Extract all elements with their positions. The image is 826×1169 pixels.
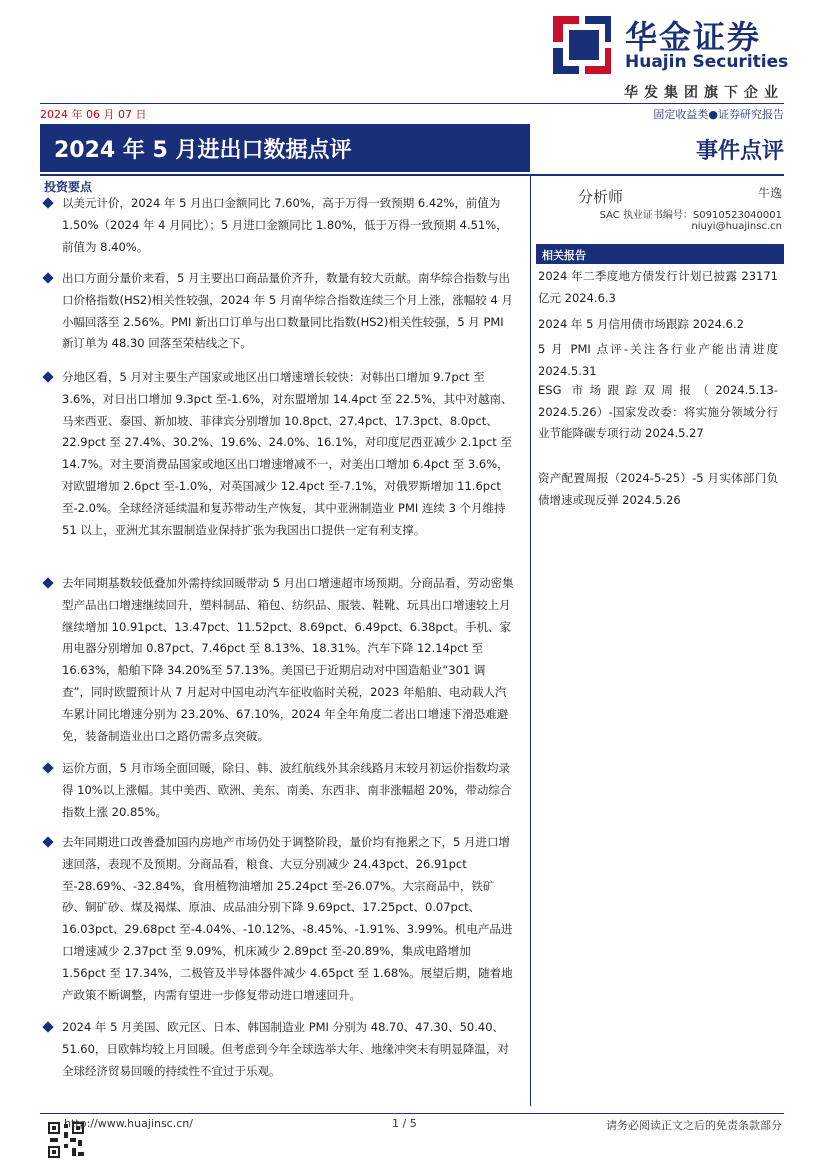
bullet-item: 分地区看，5 月对主要生产国家或地区出口增速增长较快：对韩出口增加 9.7pct 至 3.6%，对日出口增加 9.3pct 至-1.6%，对东盟增加 14.4pct 至 22.5%，其中对越南、马来西亚、泰国、新加坡、菲律宾分别增加 10.8pct、27.4pct、17.3pct、8.0pct、22.9pct 至 27.4%、30.2%、19.6%、24.0%、16.1%，对印度尼西亚减少 2.1pct 至 14.7%。对主要消费品国家或地区出口增速增减不一，对美出口增加 6.4pct 至 3.6%，对欧盟增加 2.6pct 至-1.0%，对英国减少 12.4pct 至-7.1%，对俄罗斯增加 11.6pct 至-2.0%。全球经济延续温和复苏带动生产恢复，其中亚洲制造业 PMI 连续 3 个月维持 51 以上，亚洲尤其东盟制造业保持扩张为我国出口提供一定有利支撑。 <box>44 367 514 541</box>
section-title: 投资要点 <box>44 180 93 194</box>
footer-divider <box>40 1113 784 1114</box>
analyst-name: 牛逸 <box>757 186 782 200</box>
related-report-item[interactable]: ESG 市场跟踪双周报（2024.5.13-2024.5.26）-国家发改委：将实施分领域分行业节能降碳专项行动 2024.5.27 <box>538 383 778 440</box>
logo-english-name: Huajin Securities <box>625 52 789 72</box>
diamond-bullet-icon <box>42 1021 53 1032</box>
report-date: 2024 年 06 月 07 日 <box>40 108 147 121</box>
column-divider <box>530 176 531 1106</box>
related-reports-title: 相关报告 <box>542 249 586 262</box>
huajin-logo-icon <box>553 14 615 76</box>
diamond-bullet-icon <box>42 836 53 847</box>
analyst-label: 分析师 <box>578 188 624 206</box>
related-report-item[interactable]: 资产配置周报（2024-5-25）-5 月实体部门负债增速或现反弹 2024.5.26 <box>538 471 778 507</box>
report-title: 2024 年 5 月进出口数据点评 <box>54 138 352 163</box>
analyst-certificate: SAC 执业证书编号：S0910523040001 <box>599 210 782 221</box>
related-report-item[interactable]: 5 月 PMI 点评-关注各行业产能出清进度 2024.5.31 <box>538 342 778 378</box>
title-divider <box>40 174 784 176</box>
related-report-item[interactable]: 2024 年二季度地方债发行计划已披露 23171 亿元 2024.6.3 <box>538 269 778 305</box>
footer-website-link[interactable]: http://www.huajinsc.cn/ <box>64 1117 193 1130</box>
header-divider <box>40 103 784 104</box>
page-number: 1 / 5 <box>392 1117 417 1130</box>
footer-disclaimer: 请务必阅读正文之后的免责条款部分 <box>606 1119 782 1132</box>
diamond-bullet-icon <box>42 577 53 588</box>
company-tagline: 华发集团旗下企业 <box>624 85 784 101</box>
analyst-email: niuyi@huajinsc.cn <box>691 221 782 232</box>
related-report-item[interactable]: 2024 年 5 月信用债市场跟踪 2024.6.2 <box>538 317 744 331</box>
diamond-bullet-icon <box>42 197 53 208</box>
bullet-item: 去年同期进口改善叠加国内房地产市场仍处于调整阶段，量价均有拖累之下，5 月进口增速回落，表现不及预期。分商品看，粮食、大豆分别减少 24.43pct、26.91pct 至-28.69%、-32.84%，食用植物油增加 25.24pct 至-26.07%。大宗商品中，铁矿砂、铜矿砂、煤及褐煤、原油、成品油分别下降 9.69pct、17.25pct、0.07pct、16.03pct、29.68pct 至-4.04%、-10.12%、-8.45%、-1.91%、3.99%。机电产品进口增速减少 2.37pct 至 9.09%，机床减少 2.89pct 至-20.89%，集成电路增加 1.56pct 至 17.34%，二极管及半导体器件减少 4.65pct 至 1.68%。展望后期，随着地产政策不断调整，内需有望进一步修复带动进口增速回升。 <box>44 832 514 1006</box>
bullet-item: 以美元计价，2024 年 5 月出口金额同比 7.60%，高于万得一致预期 6.42%，前值为 1.50%（2024 年 4 月同比）；5 月进口金额同比 1.80%，低于万得一致预期 4.51%，前值为 8.40%。 <box>44 193 514 258</box>
bullet-item: 2024 年 5 月美国、欧元区、日本、韩国制造业 PMI 分别为 48.70、47.30、50.40、51.60，日欧韩均较上月回暖。但考虑到今年全球选举大年、地缘冲突未有明显降温，对全球经济贸易回暖的持续性不宜过于乐观。 <box>44 1017 514 1082</box>
diamond-bullet-icon <box>42 371 53 382</box>
diamond-bullet-icon <box>42 272 53 283</box>
bullet-item: 出口方面分量价来看，5 月主要出口商品量价齐升，数量有较大贡献。南华综合指数与出口价格指数(HS2)相关性较强，2024 年 5 月南华综合指数连续三个月上涨，涨幅较 4 月小幅回落至 2.56%。PMI 新出口订单与出口数量同比指数(HS2)相关性较强，5 月 PMI 新订单为 48.30 回落至荣枯线之下。 <box>44 268 514 355</box>
report-category: 固定收益类●证券研究报告 <box>653 108 784 121</box>
report-type: 事件点评 <box>695 139 784 164</box>
diamond-bullet-icon <box>42 762 53 773</box>
logo-chinese-name: 华金证券 <box>625 18 762 56</box>
bullet-item: 运价方面，5 月市场全面回暖，除日、韩、波红航线外其余线路月末较月初运价指数均录得 10%以上涨幅。其中美西、欧洲、美东、南美、东西非、南非涨幅超 20%，带动综合指数上涨 20.85%。 <box>44 758 514 823</box>
bullet-item: 去年同期基数较低叠加外需持续回暖带动 5 月出口增速超市场预期。分商品看，劳动密集型产品出口增速继续回升，塑料制品、箱包、纺织品、服装、鞋靴、玩具出口增速较上月继续增加 10.91pct、13.47pct、11.52pct、8.69pct、6.49pct、6.38pct。手机、家用电器分别增加 0.87pct、7.46pct 至 8.13%、18.31%。汽车下降 12.14pct 至 16.63%，船舶下降 34.20%至 57.13%。美国已于近期启动对中国造船业“301 调查”，同时欧盟预计从 7 月起对中国电动汽车征收临时关税，2023 年船舶、电动载人汽车累计同比增速分别为 23.20%、67.10%，2024 年全年角度二者出口增速下滑恐难避免，装备制造业出口之路仍需多点突破。 <box>44 573 514 747</box>
